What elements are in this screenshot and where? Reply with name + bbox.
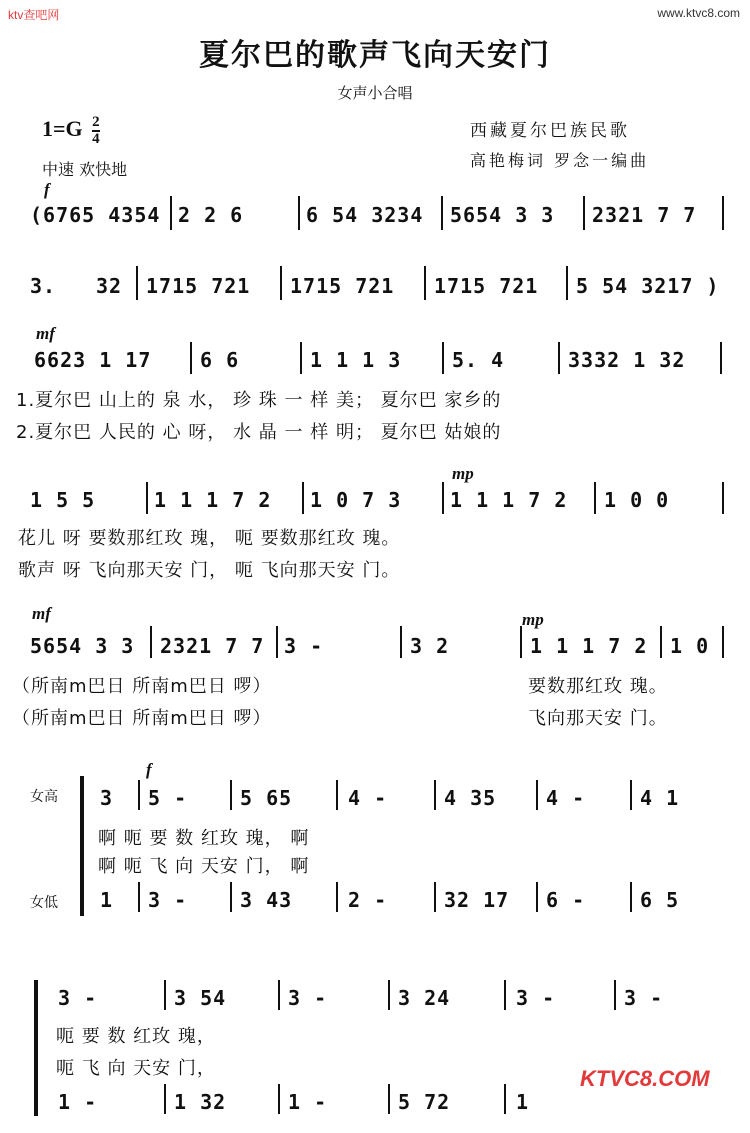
choir1-low-bar6: 6 - bbox=[546, 888, 586, 912]
barline bbox=[583, 196, 585, 230]
choir2-high-bar6: 3 - bbox=[624, 986, 664, 1010]
barline bbox=[630, 780, 632, 810]
barline bbox=[136, 266, 138, 300]
notes-line2-bar2: 1715 721 bbox=[146, 274, 251, 298]
key-signature bbox=[42, 115, 100, 147]
lyric-verse1-line4: 花儿 呀 要数那红玫 瑰， 呃 要数那红玫 瑰。 bbox=[18, 528, 401, 549]
choir2-low-bar1: 1 - bbox=[58, 1090, 98, 1114]
barline bbox=[504, 980, 506, 1010]
barline bbox=[434, 780, 436, 810]
notes-line2-bar4: 1715 721 bbox=[434, 274, 539, 298]
credits: 高艳梅词 罗念一编曲 bbox=[470, 151, 650, 170]
notes-line1-bar3: 6 54 3234 bbox=[306, 203, 424, 227]
subtitle: 女声小合唱 bbox=[337, 84, 413, 102]
barline bbox=[278, 980, 280, 1010]
lyric-verse2-line5: （所南m巴日 所南m巴日 啰） bbox=[12, 708, 272, 729]
barline bbox=[536, 882, 538, 912]
choir1-high-bar6: 4 - bbox=[546, 786, 586, 810]
choir1-low-bar3: 3 43 bbox=[240, 888, 293, 912]
barline bbox=[434, 882, 436, 912]
notes-line2-bar1a: 3. bbox=[30, 274, 57, 298]
notes-line5-bar1: 5654 3 3 bbox=[30, 634, 135, 658]
barline bbox=[442, 342, 444, 374]
choir1-high-bar4: 4 - bbox=[348, 786, 388, 810]
barline bbox=[630, 882, 632, 912]
barline bbox=[520, 626, 522, 658]
choir2-lyric-verse1: 呃 要 数 红玫 瑰， bbox=[56, 1026, 216, 1047]
choir2-high-bar1: 3 - bbox=[58, 986, 98, 1010]
barline bbox=[336, 780, 338, 810]
barline bbox=[298, 196, 300, 230]
barline bbox=[280, 266, 282, 300]
time-signature: $\frac{2}{4}$ bbox=[92, 114, 100, 147]
barline bbox=[230, 780, 232, 810]
system-bracket bbox=[80, 776, 84, 916]
page-title: 夏尔巴的歌声飞向天安门 bbox=[199, 38, 551, 73]
dynamic-f-2: f bbox=[146, 760, 152, 779]
dynamic-f: f bbox=[44, 180, 50, 199]
part-label-soprano: 女高 bbox=[30, 789, 58, 805]
choir1-low-bar1: 1 bbox=[100, 888, 114, 912]
choir1-low-bar2: 3 - bbox=[148, 888, 188, 912]
barline bbox=[614, 980, 616, 1010]
barline bbox=[300, 342, 302, 374]
barline bbox=[424, 266, 426, 300]
ktvc8-logo: KTVC8.COM bbox=[580, 1066, 710, 1091]
choir1-low-bar5: 32 17 bbox=[444, 888, 510, 912]
barline bbox=[146, 482, 148, 514]
watermark-right: www.ktvc8.com bbox=[657, 6, 740, 20]
barline bbox=[164, 1084, 166, 1114]
barline bbox=[720, 342, 722, 374]
barline bbox=[722, 196, 724, 230]
choir1-high-bar1: 3 bbox=[100, 786, 114, 810]
barline bbox=[722, 626, 724, 658]
lyric-verse1-line3: 1.夏尔巴 山上的 泉 水， 珍 珠 一 样 美； 夏尔巴 家乡的 bbox=[16, 390, 502, 411]
choir1-high-bar7: 4 1 bbox=[640, 786, 680, 810]
barline bbox=[388, 1084, 390, 1114]
key: 1=G bbox=[42, 116, 83, 142]
part-label-alto: 女低 bbox=[30, 895, 58, 911]
dynamic-mp: mp bbox=[452, 464, 474, 483]
barline bbox=[722, 482, 724, 514]
system-bracket bbox=[34, 980, 38, 1116]
notes-line1-bar4: 5654 3 3 bbox=[450, 203, 555, 227]
notes-line4-bar1: 1 5 5 bbox=[30, 488, 96, 512]
barline bbox=[278, 1084, 280, 1114]
choir1-high-bar3: 5 65 bbox=[240, 786, 293, 810]
barline bbox=[558, 342, 560, 374]
choir1-lyric-verse2: 啊 呃 飞 向 天安 门， 啊 bbox=[98, 856, 310, 877]
barline bbox=[660, 626, 662, 658]
notes-line3-bar5: 3332 1 32 bbox=[568, 348, 686, 372]
lyric-verse2-line3: 2.夏尔巴 人民的 心 呀， 水 晶 一 样 明； 夏尔巴 姑娘的 bbox=[16, 422, 502, 443]
notes-line2-bar3: 1715 721 bbox=[290, 274, 395, 298]
notes-line1-bar5: 2321 7 7 bbox=[592, 203, 697, 227]
barline bbox=[504, 1084, 506, 1114]
origin: 西藏夏尔巴族民歌 bbox=[470, 121, 630, 141]
choir2-low-bar4: 5 72 bbox=[398, 1090, 451, 1114]
notes-line5-bar6: 1 0 bbox=[670, 634, 710, 658]
notes-line3-bar1: 6623 1 17 bbox=[34, 348, 152, 372]
choir2-low-bar5: 1 bbox=[516, 1090, 530, 1114]
dynamic-mf-2: mf bbox=[32, 604, 51, 623]
choir2-high-bar3: 3 - bbox=[288, 986, 328, 1010]
choir2-high-bar4: 3 24 bbox=[398, 986, 451, 1010]
watermark-left: ktv查吧网 bbox=[8, 8, 60, 22]
lyric-verse1-line5-end: 要数那红玫 瑰。 bbox=[528, 676, 668, 697]
choir2-low-bar2: 1 32 bbox=[174, 1090, 227, 1114]
choir2-lyric-verse2: 呃 飞 向 天安 门， bbox=[56, 1058, 216, 1079]
choir2-high-bar5: 3 - bbox=[516, 986, 556, 1010]
notes-line4-bar2: 1 1 1 7 2 bbox=[154, 488, 272, 512]
barline bbox=[170, 196, 172, 230]
notes-line3-bar2: 6 6 bbox=[200, 348, 240, 372]
notes-line4-bar4: 1 1 1 7 2 bbox=[450, 488, 568, 512]
lyric-verse1-line5: （所南m巴日 所南m巴日 啰） bbox=[12, 676, 272, 697]
barline bbox=[336, 882, 338, 912]
barline bbox=[400, 626, 402, 658]
notes-line5-bar3: 3 - bbox=[284, 634, 324, 658]
barline bbox=[594, 482, 596, 514]
lyric-verse2-line4: 歌声 呀 飞向那天安 门， 呃 飞向那天安 门。 bbox=[18, 560, 401, 581]
notes-line5-bar5: 1 1 1 7 2 bbox=[530, 634, 648, 658]
choir1-low-bar7: 6 5 bbox=[640, 888, 680, 912]
notes-line3-bar3: 1 1 1 3 bbox=[310, 348, 402, 372]
barline bbox=[566, 266, 568, 300]
barline bbox=[190, 342, 192, 374]
notes-line5-bar4: 3 2 bbox=[410, 634, 450, 658]
notes-line2-bar1b: 32 bbox=[96, 274, 123, 298]
notes-line4-bar3: 1 0 7 3 bbox=[310, 488, 402, 512]
barline bbox=[441, 196, 443, 230]
notes-line5-bar2: 2321 7 7 bbox=[160, 634, 265, 658]
barline bbox=[164, 980, 166, 1010]
barline bbox=[536, 780, 538, 810]
barline bbox=[138, 780, 140, 810]
choir1-high-bar5: 4 35 bbox=[444, 786, 497, 810]
barline bbox=[388, 980, 390, 1010]
dynamic-mp-2: mp bbox=[522, 610, 544, 629]
barline bbox=[302, 482, 304, 514]
barline bbox=[442, 482, 444, 514]
dynamic-mf: mf bbox=[36, 324, 55, 343]
choir2-low-bar3: 1 - bbox=[288, 1090, 328, 1114]
barline bbox=[150, 626, 152, 658]
notes-line4-bar5: 1 0 0 bbox=[604, 488, 670, 512]
notes-line2-bar5: 5 54 3217 ) bbox=[576, 274, 720, 298]
notes-line1-bar2: 2 2 6 bbox=[178, 203, 244, 227]
choir1-lyric-verse1: 啊 呃 要 数 红玫 瑰， 啊 bbox=[98, 828, 310, 849]
tempo-marking: 中速 欢快地 bbox=[42, 160, 128, 179]
lyric-verse2-line5-end: 飞向那天安 门。 bbox=[528, 708, 668, 729]
choir1-high-bar2: 5 - bbox=[148, 786, 188, 810]
choir1-low-bar4: 2 - bbox=[348, 888, 388, 912]
choir2-high-bar2: 3 54 bbox=[174, 986, 227, 1010]
barline bbox=[230, 882, 232, 912]
barline bbox=[276, 626, 278, 658]
notes-line1-bar1: (6765 4354 bbox=[30, 203, 161, 227]
barline bbox=[138, 882, 140, 912]
notes-line3-bar4: 5. 4 bbox=[452, 348, 505, 372]
